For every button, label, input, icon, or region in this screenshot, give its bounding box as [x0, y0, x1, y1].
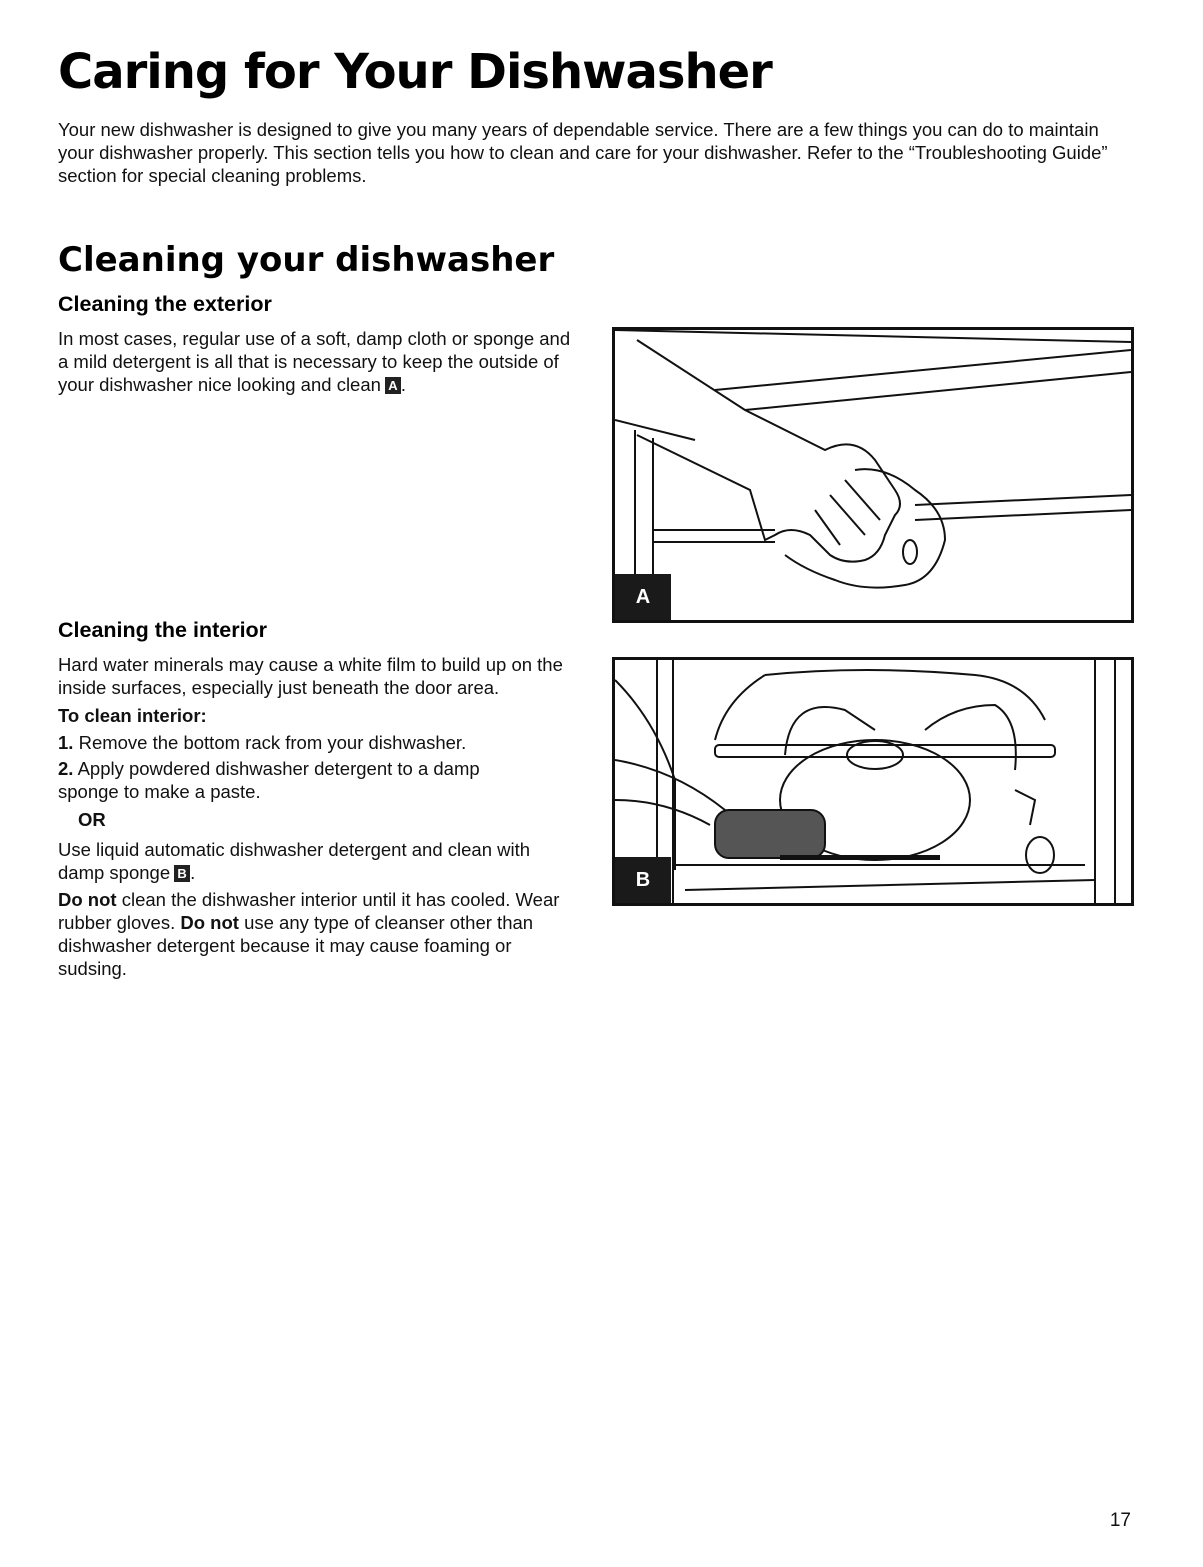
- figure-a-illustration: [612, 327, 1134, 623]
- exterior-paragraph: [58, 327, 578, 396]
- figure-a-label: A: [615, 574, 671, 620]
- interior-paragraph: Hard water minerals may cause a white film to build up on the inside surfaces, especially just beneath the door area.: [58, 654, 563, 698]
- step-2-text: Apply powdered dishwasher detergent to a damp sponge to make a paste.: [58, 758, 480, 802]
- hand-wiping-exterior-illustration: [615, 330, 1131, 620]
- step-1-text: Remove the bottom rack from your dishwasher.: [78, 732, 467, 753]
- liquid-end: .: [190, 862, 196, 883]
- step-2-number: 2.: [58, 758, 74, 779]
- figure-b-label: B: [615, 857, 671, 903]
- figure-ref-b: B: [174, 865, 190, 882]
- figure-ref-a: A: [385, 377, 401, 394]
- liquid-text: Use liquid automatic dishwasher detergent and clean with damp sponge: [58, 839, 531, 883]
- interior-subheading: To clean interior:: [58, 705, 207, 726]
- page-number: 17: [1109, 1510, 1131, 1531]
- exterior-text: In most cases, regular use of a soft, damp cloth or sponge and a mild detergent is all that is necessary to keep the outside of your dishwasher nice looking and clean: [58, 328, 571, 395]
- warning-text-2: use any type of cleanser other than dishwasher detergent because it may cause foaming or sudsing.: [58, 912, 534, 979]
- sponge-cleaning-interior-illustration: [615, 660, 1131, 903]
- exterior-heading: Cleaning the exterior: [58, 292, 272, 316]
- intro-paragraph: Your new dishwasher is designed to give you many years of dependable service. There are a few things you can do to maintain your dishwasher properly. This section tells you how to clean and care for your dishwasher. Refer to the “Troubleshooting Guide” section for special cleaning problems.: [58, 119, 1108, 186]
- interior-heading: Cleaning the interior: [58, 618, 268, 642]
- liquid-paragraph: [58, 838, 578, 884]
- warning-text-1: clean the dishwasher interior until it has cooled. Wear rubber gloves.: [58, 889, 560, 933]
- or-label: OR: [78, 809, 106, 830]
- figure-b-illustration: [612, 657, 1134, 906]
- section-title: Cleaning your dishwasher: [58, 240, 555, 280]
- interior-step-1: [58, 731, 578, 754]
- warning-paragraph: [58, 888, 578, 980]
- warning-bold-2: Do not: [180, 912, 239, 933]
- page-title: Caring for Your Dishwasher: [58, 44, 772, 100]
- step-1-number: 1.: [58, 732, 74, 753]
- interior-step-2: [58, 757, 528, 803]
- warning-bold-1: Do not: [58, 889, 117, 910]
- exterior-end: .: [400, 374, 407, 395]
